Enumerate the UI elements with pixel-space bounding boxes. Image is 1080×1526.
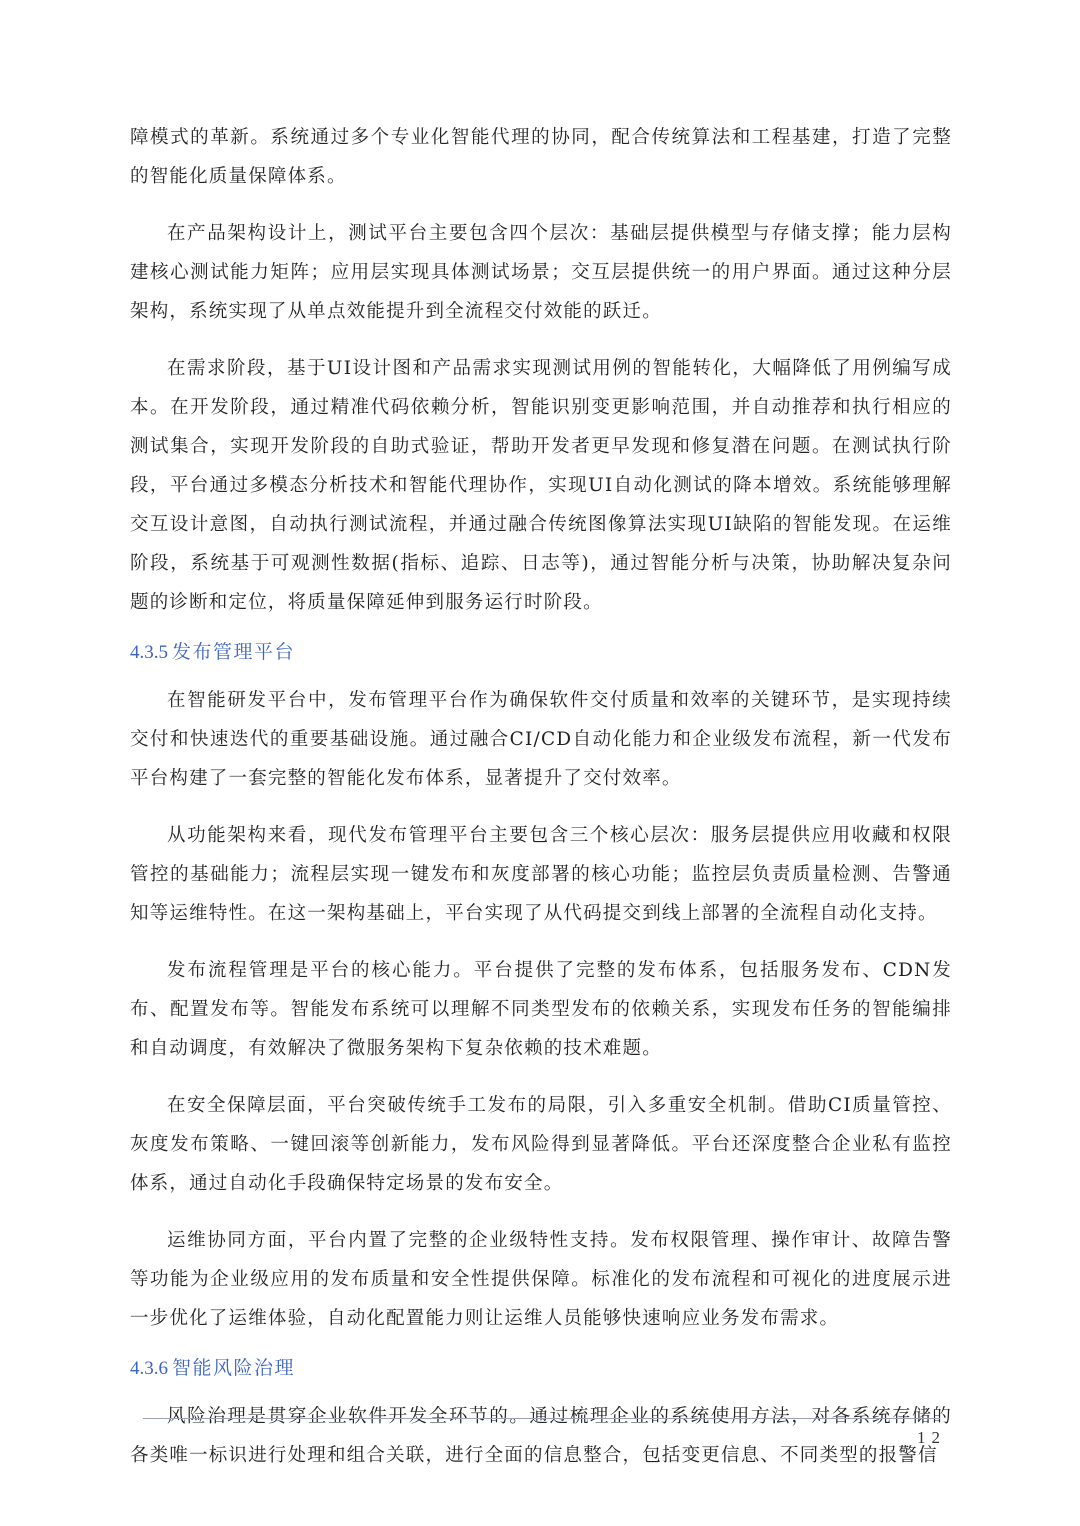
paragraph-release-intro: 在智能研发平台中，发布管理平台作为确保软件交付质量和效率的关键环节，是实现持续交付和快速迭代的重要基础设施。通过融合CI/CD自动化能力和企业级发布流程，新一代发布平台构建了一套完整的智能化发布体系，显著提升了交付效率。 (130, 690, 952, 789)
page-number: 12 (917, 1428, 946, 1447)
section-number: 4.3.5 (130, 642, 168, 663)
paragraph-release-ops: 运维协同方面，平台内置了完整的企业级特性支持。发布权限管理、操作审计、故障告警等功能为企业级应用的发布质量和安全性提供保障。标准化的发布流程和可视化的进度展示进一步优化了运维体验，自动化配置能力则让运维人员能够快速响应业务发布需求。 (130, 1230, 952, 1329)
section-heading-4-3-6 (130, 1352, 952, 1385)
section-title: 智能风险治理 (172, 1357, 296, 1379)
paragraph-risk-intro: 风险治理是贯穿企业软件开发全环节的。通过梳理企业的系统使用方法，对各系统存储的各类唯一标识进行处理和组合关联，进行全面的信息整合，包括变更信息、不同类型的报警信 (130, 1406, 952, 1466)
document-page (130, 118, 952, 1493)
paragraph-lifecycle: 在需求阶段，基于UI设计图和产品需求实现测试用例的智能转化，大幅降低了用例编写成本。在开发阶段，通过精准代码依赖分析，智能识别变更影响范围，并自动推荐和执行相应的测试集合，实现开发阶段的自助式验证，帮助开发者更早发现和修复潜在问题。在测试执行阶段，平台通过多模态分析技术和智能代理协作，实现UI自动化测试的降本增效。系统能够理解交互设计意图，自动执行测试流程，并通过融合传统图像算法实现UI缺陷的智能发现。在运维阶段，系统基于可观测性数据(指标、追踪、日志等)，通过智能分析与决策，协助解决复杂问题的诊断和定位，将质量保障延伸到服务运行时阶段。 (130, 358, 952, 613)
paragraph-release-architecture: 从功能架构来看，现代发布管理平台主要包含三个核心层次：服务层提供应用收藏和权限管控的基础能力；流程层实现一键发布和灰度部署的核心功能；监控层负责质量检测、告警通知等运维特性。在这一架构基础上，平台实现了从代码提交到线上部署的全流程自动化支持。 (130, 825, 952, 924)
paragraph-release-process: 发布流程管理是平台的核心能力。平台提供了完整的发布体系，包括服务发布、CDN发布、配置发布等。智能发布系统可以理解不同类型发布的依赖关系，实现发布任务的智能编排和自动调度，有效解决了微服务架构下复杂依赖的技术难题。 (130, 960, 952, 1059)
paragraph-release-security: 在安全保障层面，平台突破传统手工发布的局限，引入多重安全机制。借助CI质量管控、灰度发布策略、一键回滚等创新能力，发布风险得到显著降低。平台还深度整合企业私有监控体系，通过自动化手段确保特定场景的发布安全。 (130, 1095, 952, 1194)
paragraph-architecture: 在产品架构设计上，测试平台主要包含四个层次：基础层提供模型与存储支撑；能力层构建核心测试能力矩阵；应用层实现具体测试场景；交互层提供统一的用户界面。通过这种分层架构，系统实现了从单点效能提升到全流程交付效能的跃迁。 (130, 223, 952, 322)
footer-divider (143, 1418, 940, 1419)
paragraph-continued: 障模式的革新。系统通过多个专业化智能代理的协同，配合传统算法和工程基建，打造了完整的智能化质量保障体系。 (130, 127, 952, 187)
section-number: 4.3.6 (130, 1358, 168, 1379)
section-heading-4-3-5 (130, 636, 952, 669)
section-title: 发布管理平台 (172, 641, 296, 663)
